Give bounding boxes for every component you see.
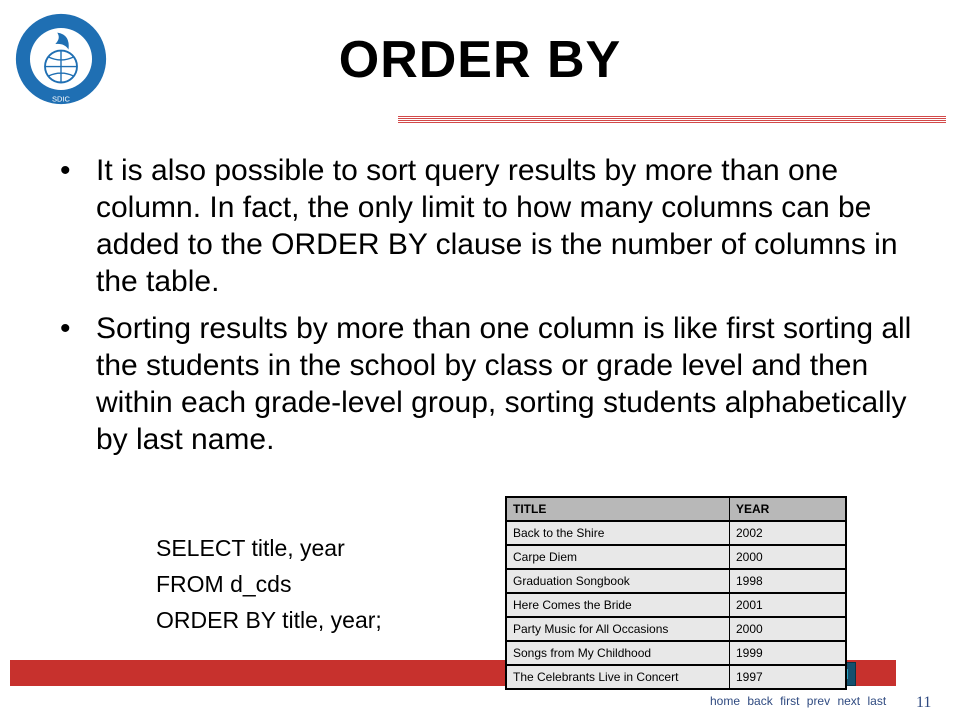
table-cell: Here Comes the Bride [506, 593, 730, 617]
table-row [506, 545, 846, 569]
table-cell: 1999 [730, 641, 847, 665]
table-cell: Graduation Songbook [506, 569, 730, 593]
table-cell: The Celebrants Live in Concert [506, 665, 730, 689]
bullet-list [60, 152, 920, 468]
table-cell: Party Music for All Occasions [506, 617, 730, 641]
title-divider [398, 116, 946, 124]
table-cell: Back to the Shire [506, 521, 730, 545]
nav-link-home[interactable]: home [710, 694, 741, 708]
table-row [506, 617, 846, 641]
table-cell: Carpe Diem [506, 545, 730, 569]
table-cell: 2001 [730, 593, 847, 617]
sql-code [156, 530, 382, 638]
nav-text-links [710, 694, 890, 708]
bullet-text: Sorting results by more than one column is like first sorting all the students in the school by class or grade level and then within each grade-level group, sorting students alphabetically by last name. [96, 312, 912, 456]
slide-title: ORDER BY [338, 31, 622, 89]
svg-text:SDIC: SDIC [52, 94, 70, 104]
nav-link-back[interactable]: back [747, 694, 773, 708]
table-row [506, 521, 846, 545]
table-row [506, 593, 846, 617]
sql-line: SELECT title, year [156, 535, 345, 561]
table-cell: 2000 [730, 545, 847, 569]
bullet-item [60, 310, 920, 458]
table-cell: Songs from My Childhood [506, 641, 730, 665]
nav-link-prev[interactable]: prev [806, 694, 831, 708]
nav-link-last[interactable]: last [867, 694, 887, 708]
table-cell: 1997 [730, 665, 847, 689]
table-cell: 1998 [730, 569, 847, 593]
table-row [506, 641, 846, 665]
column-header-title: TITLE [506, 497, 730, 521]
bullet-item [60, 152, 920, 300]
table-header-row [506, 497, 846, 521]
query-result-table [505, 496, 847, 690]
sql-line: FROM d_cds [156, 571, 292, 597]
bullet-glyph: • [60, 154, 71, 187]
bullet-glyph: • [60, 312, 71, 345]
column-header-year: YEAR [730, 497, 847, 521]
table-cell: 2002 [730, 521, 847, 545]
bullet-text: It is also possible to sort query results by more than one column. In fact, the only limit to how many columns can be added to the ORDER BY clause is the number of columns in the table. [96, 154, 898, 298]
table-row [506, 569, 846, 593]
table-row [506, 665, 846, 689]
table-cell: 2000 [730, 617, 847, 641]
nav-link-next[interactable]: next [837, 694, 861, 708]
nav-link-first[interactable]: first [780, 694, 800, 708]
sql-line: ORDER BY title, year; [156, 607, 382, 633]
page-number: 11 [916, 694, 932, 711]
